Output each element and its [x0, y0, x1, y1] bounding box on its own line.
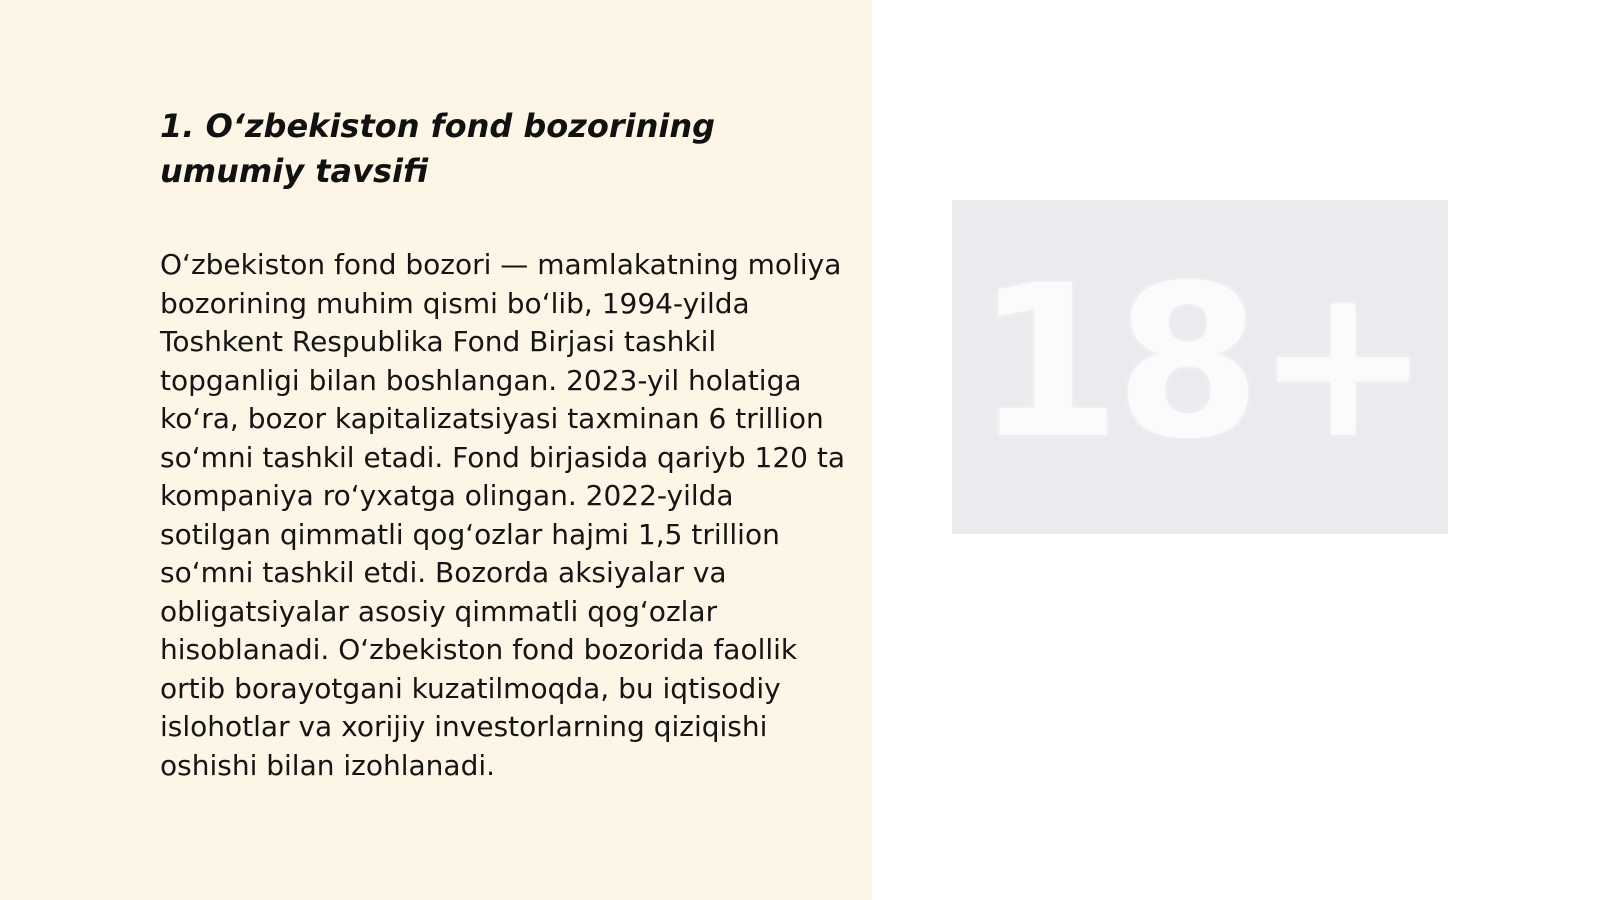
- slide-body-text: O‘zbekiston fond bozori — mamlakatning moliya bozorining muhim qismi bo‘lib, 1994-yilda Toshkent Respublika Fond Birjasi tashkil topganligi bilan boshlangan. 2023-yil holatiga ko‘ra, bozor kapitalizatsiyasi taxminan 6 trillion so‘mni tashkil etadi. Fond birjasida qariyb 120 ta kompaniya ro‘yxatga olingan. 2022-yilda sotilgan qimmatli qog‘ozlar hajmi 1,5 trillion so‘mni tashkil etdi. Bozorda aksiyalar va obligatsiyalar asosiy qimmatli qog‘ozlar hisoblanadi. O‘zbekiston fond bozorida faollik ortib borayotgani kuzatilmoqda, bu iqtisodiy islohotlar va xorijiy investorlarning qiziqishi oshishi bilan izohlanadi.: [160, 248, 845, 782]
- slide-title: 1. O‘zbekiston fond bozorining umumiy tavsifi: [160, 107, 716, 190]
- age-rating-label: 18+: [974, 240, 1426, 485]
- age-restricted-image-placeholder: [952, 200, 1448, 534]
